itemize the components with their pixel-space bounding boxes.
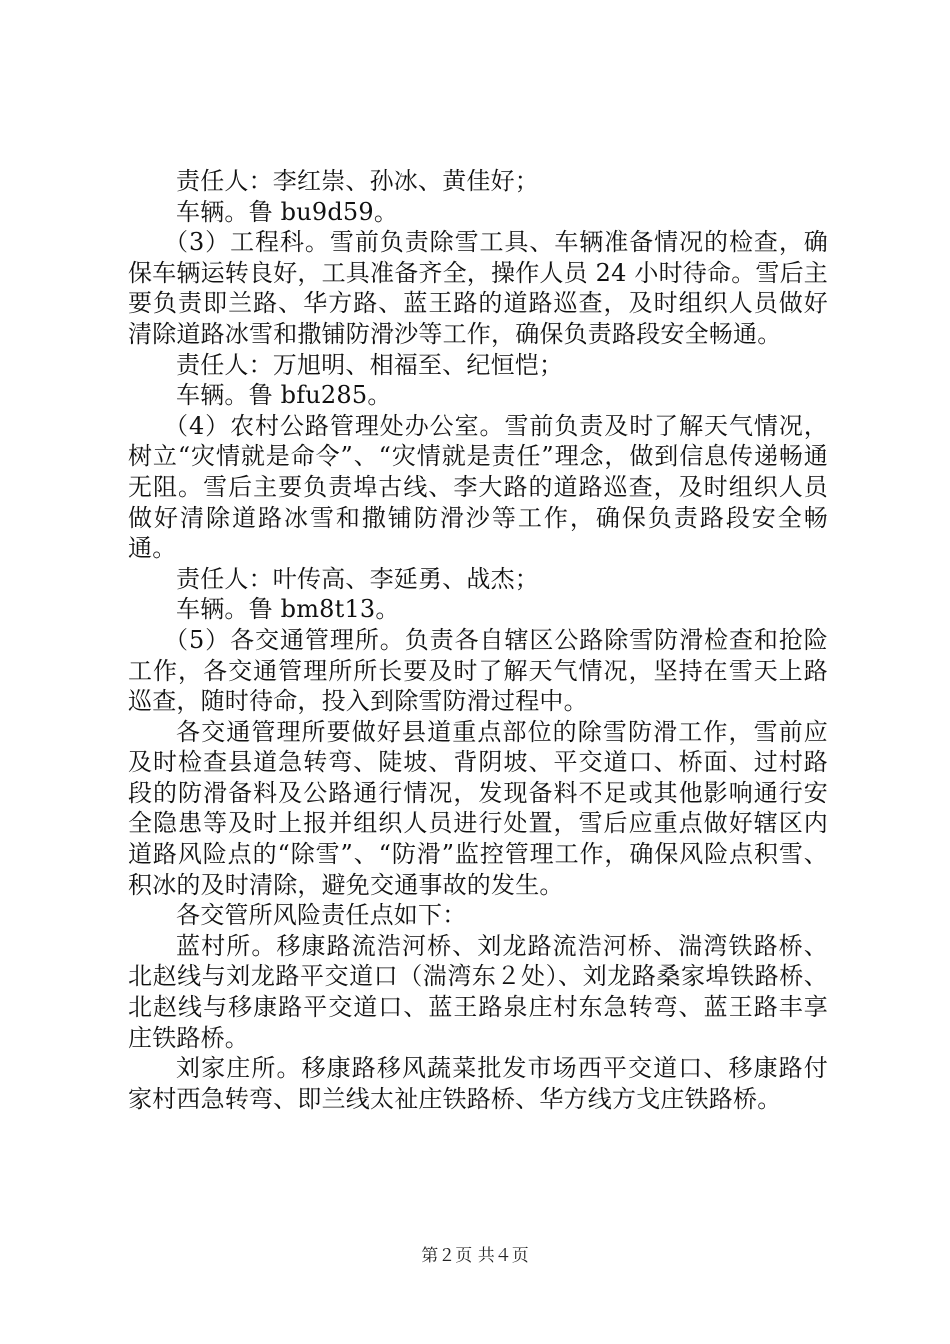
engineering-section-paragraph: （3）工程科。雪前负责除雪工具、车辆准备情况的检查，确保车辆运转良好，工具准备齐全，操作人员 24 小时待命。雪后主要负责即兰路、华方路、蓝王路的道路巡查，及时组织人员做好清除道路冰雪和撒铺防滑沙等工作，确保负责路段安全畅通。 [128,228,828,348]
vehicle-line: 车辆。鲁 bm8t13。 [176,595,400,624]
lancun-station-paragraph: 蓝村所。移康路流浩河桥、刘龙路流浩河桥、湍湾铁路桥、北赵线与刘龙路平交道口（湍湾东２处）、刘龙路桑家埠铁路桥、北赵线与移康路平交道口、蓝王路泉庄村东急转弯、蓝王路丰享庄铁路桥。 [128,931,828,1052]
rural-road-office-paragraph: （4）农村公路管理处办公室。雪前负责及时了解天气情况，树立“灾情就是命令”、“灾情就是责任”理念，做到信息传递畅通无阻。雪后主要负责埠古线、李大路的道路巡查，及时组织人员做好清除道路冰雪和撒铺防滑沙等工作，确保负责路段安全畅通。 [128,411,828,563]
vehicle-line: 车辆。鲁 bfu285。 [176,381,392,410]
county-road-duties-paragraph: 各交通管理所要做好县道重点部位的除雪防滑工作，雪前应及时检查县道急转弯、陡坡、背阴坡、平交道口、桥面、过村路段的防滑备料及公路通行情况，发现备料不足或其他影响通行安全隐患等及时上报并组织人员进行处置，雪后应重点做好辖区内道路风险点的“除雪”、“防滑”监控管理工作，确保风险点积雪、积冰的及时清除，避免交通事故的发生。 [128,717,828,899]
responsible-persons-line: 责任人：叶传高、李延勇、战杰； [176,564,539,593]
liujiazhuang-station-paragraph: 刘家庄所。移康路移风蔬菜批发市场西平交道口、移康路付家村西急转弯、即兰线太祉庄铁路桥、华方线方戈庄铁路桥。 [128,1054,828,1113]
responsible-persons-line: 责任人：万旭明、相福至、纪恒恺； [176,350,564,379]
page-number-footer: 第２页 共４页 [421,1246,529,1266]
document-body [128,166,828,1114]
responsible-persons-line: 责任人：李红崇、孙冰、黄佳好； [176,167,539,195]
risk-points-intro: 各交管所风险责任点如下： [176,901,467,930]
vehicle-line: 车辆。鲁 bu9d59。 [176,197,399,226]
traffic-stations-paragraph: （5）各交通管理所。负责各自辖区公路除雪防滑检查和抢险工作，各交通管理所所长要及时了解天气情况，坚持在雪天上路巡查，随时待命，投入到除雪防滑过程中。 [128,625,828,716]
